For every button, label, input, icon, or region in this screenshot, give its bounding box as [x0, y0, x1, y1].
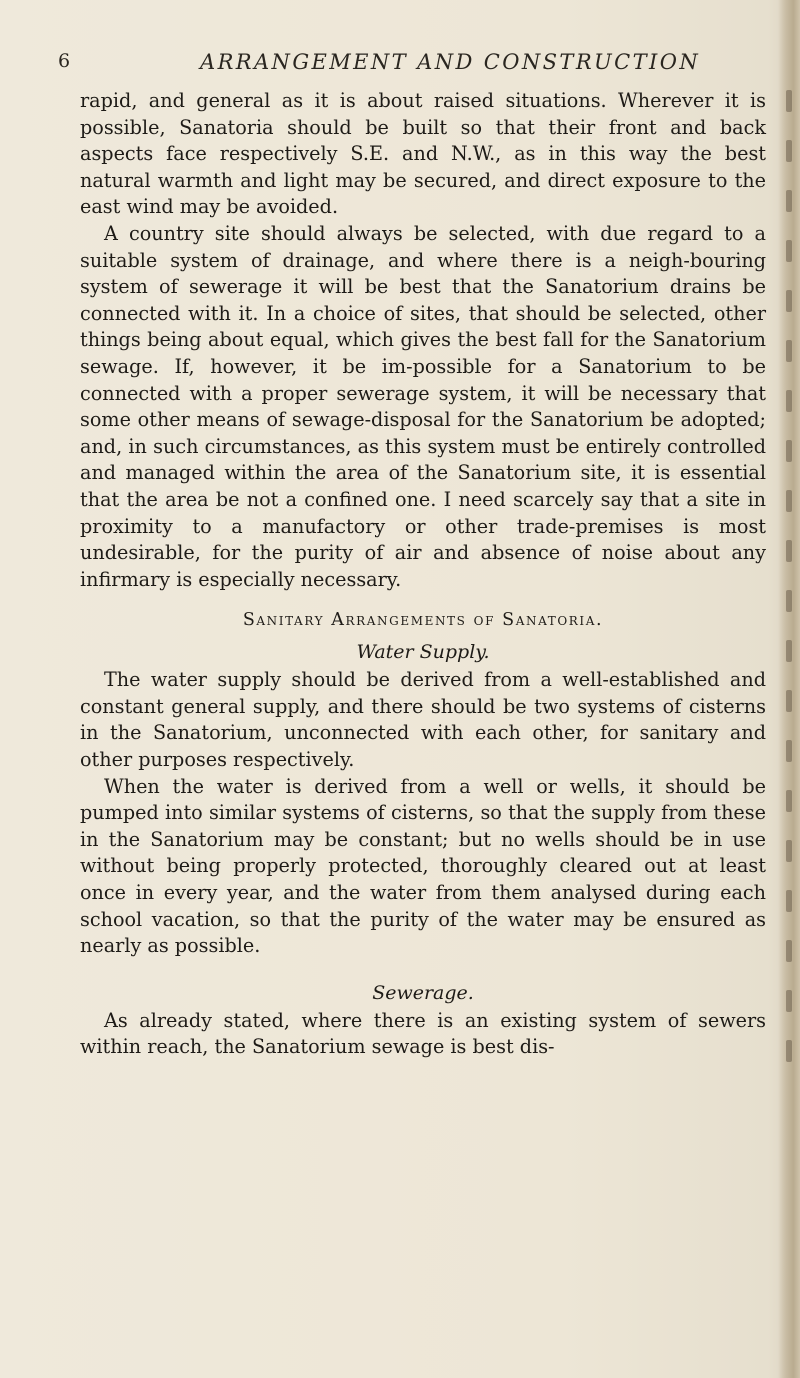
running-head: ARRANGEMENT AND CONSTRUCTION — [200, 50, 701, 74]
paragraph-site-aspect: rapid, and general as it is about raised situations. Wherever it is possible, Sanatoria should be built so that their front and back aspects face respectively S.E. and N.W., as in this way the best natural warmth and light may be secured, and direct exposure to the east wind may be avoided. — [80, 89, 766, 219]
paragraph-country-site: A country site should always be selected, with due regard to a suitable system of drainage, and where there is a neigh-bouring system of sewerage it will be best that the Sanatorium drains be connected with it. In a choice of sites, that should be selected, other things being about equal, which gives the best fall for the Sanatorium sewage. If, however, it be im-possible for a Sanatorium to be connected with a proper sewerage system, it will be necessary that some other means of sewage-disposal for the Sanatorium be adopted; and, in such circumstances, as this system must be entirely controlled and managed within the area of the Sanatorium site, it is essential that the area be not a confined one. I need scarcely say that a site in proximity to a manufactory or other trade-premises is most undesirable, for the purity of air and absence of noise about any infirmary is especially necessary. — [80, 221, 766, 591]
subheading-sewerage: Sewerage. — [372, 981, 474, 1004]
paragraph-sewerage: As already stated, where there is an existing system of sewers within reach, the Sanatorium sewage is best dis- — [80, 1008, 766, 1059]
page-number: 6 — [58, 50, 71, 72]
paragraph-wells: When the water is derived from a well or wells, it should be pumped into similar systems of cisterns, so that the supply from these in the Sanatorium may be constant; but no wells should be in use without being properly protected, thoroughly cleared out at least once in every year, and the water from them analysed during each school vacation, so that the purity of the water may be ensured as nearly as possible. — [80, 774, 766, 958]
body-text — [80, 88, 766, 1061]
spine-shadow-marks — [784, 90, 794, 1090]
book-spine-edge — [778, 0, 800, 1378]
paragraph-water-supply: The water supply should be derived from a well-established and constant general supply, and there should be two systems of cisterns in the Sanatorium, unconnected with each other, for sanitary and other purposes respectively. — [80, 668, 766, 772]
section-heading-sanitary-arrangements: Sanitary Arrangements of Sanatoria. — [242, 610, 604, 631]
subheading-water-supply: Water Supply. — [356, 641, 490, 664]
page-header — [58, 50, 738, 80]
